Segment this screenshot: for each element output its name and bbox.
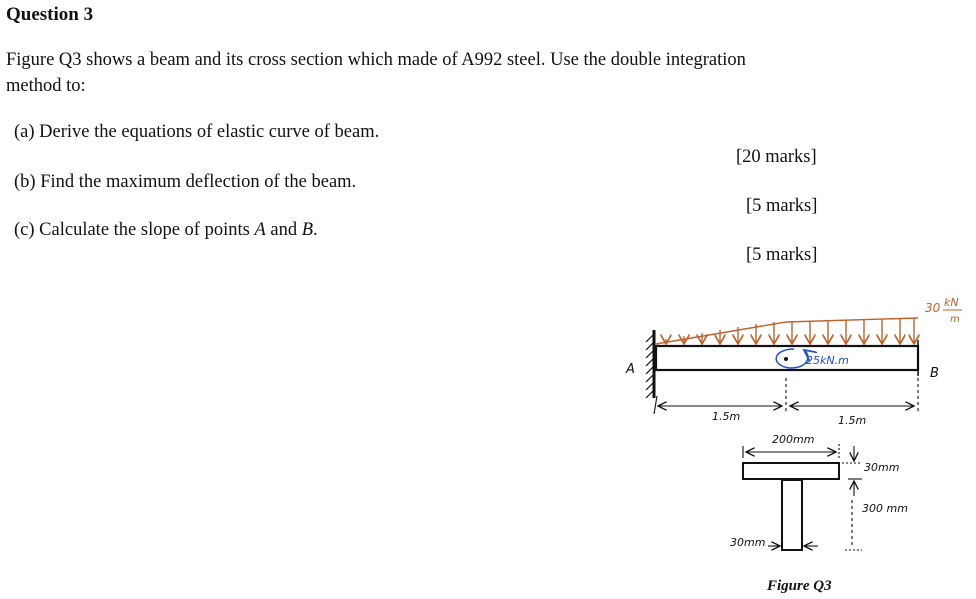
- part-a-marks: [20 marks]: [736, 147, 817, 167]
- intro-line-2: method to:: [6, 76, 86, 96]
- load-unit-denominator: m: [950, 314, 960, 325]
- flange-width-label: 200mm: [772, 433, 815, 446]
- part-b-text: Find the maximum deflection of the beam.: [40, 172, 357, 192]
- fixed-support: [646, 330, 654, 398]
- span-1-label: 1.5m: [712, 410, 741, 423]
- part-c-label: (c): [14, 220, 35, 240]
- part-c-and: and: [265, 220, 302, 240]
- part-c-end: .: [313, 220, 318, 240]
- web-height-label: 300 mm: [862, 502, 908, 515]
- part-c-text: Calculate the slope of points: [39, 220, 255, 240]
- part-a-label: (a): [14, 122, 35, 142]
- part-c-point-a: A: [254, 220, 266, 240]
- load-label: 30: [925, 301, 941, 315]
- span-2-label: 1.5m: [838, 414, 867, 427]
- flange-thickness-label: 30mm: [864, 461, 900, 474]
- web-thickness-label: 30mm: [730, 536, 766, 549]
- distributed-load: [656, 318, 918, 344]
- part-c-point-b: B: [301, 220, 314, 240]
- intro-line-1: Figure Q3 shows a beam and its cross section which made of A992 steel. Use the double integration: [6, 50, 746, 70]
- part-c-marks: [5 marks]: [746, 245, 818, 265]
- part-a-text: Derive the equations of elastic curve of beam.: [39, 122, 380, 142]
- figure-caption: Figure Q3: [767, 578, 832, 594]
- moment-symbol: [776, 349, 808, 368]
- span-dimensions: [654, 378, 918, 414]
- support-a-label: A: [626, 362, 635, 377]
- load-unit-numerator: kN: [944, 296, 959, 309]
- support-b-label: B: [930, 366, 939, 381]
- part-b-marks: [5 marks]: [746, 196, 818, 216]
- question-title: Question 3: [6, 4, 94, 25]
- part-b-label: (b): [14, 172, 36, 192]
- moment-label: 25kN.m: [806, 354, 849, 367]
